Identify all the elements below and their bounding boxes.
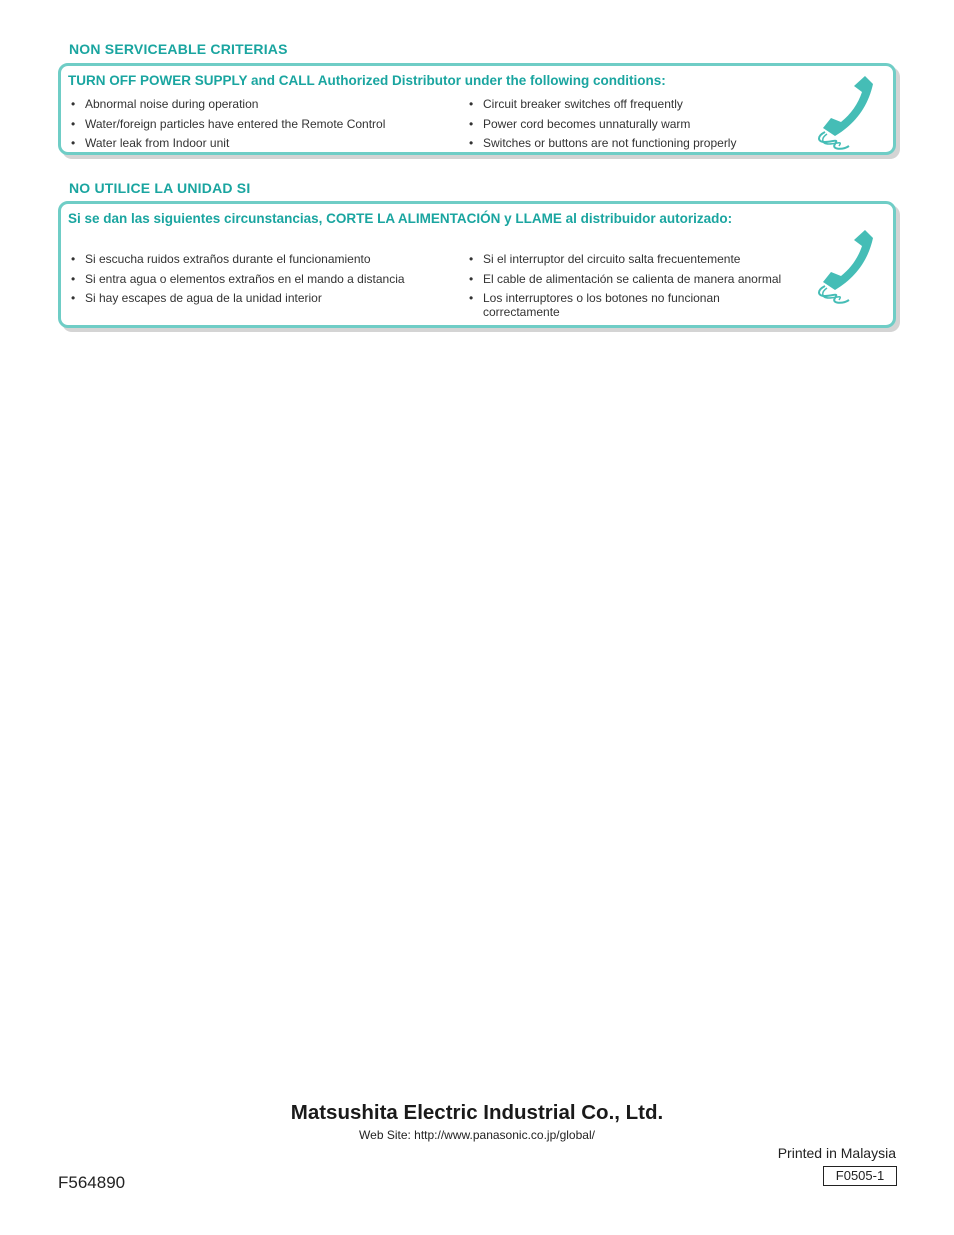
bullet: • bbox=[469, 291, 474, 306]
printed-in-text: Printed in Malaysia bbox=[777, 1145, 896, 1161]
bullet: • bbox=[469, 136, 474, 151]
section-title-english: NON SERVICEABLE CRITERIAS bbox=[69, 41, 288, 57]
list-item: • Switches or buttons are not functioning properly bbox=[469, 136, 737, 151]
condition-list-right bbox=[463, 252, 803, 325]
bullet: • bbox=[71, 116, 76, 131]
bullet: • bbox=[71, 271, 76, 286]
bullet: • bbox=[71, 97, 76, 111]
list-item: • Water leak from Indoor unit bbox=[71, 136, 230, 151]
list-item: • El cable de alimentación se calienta de manera anormal bbox=[469, 271, 782, 286]
document-number: F564890 bbox=[58, 1173, 126, 1192]
list-item: • Si el interruptor del circuito salta frecuentemente bbox=[469, 252, 741, 266]
box-title-spanish: Si se dan las siguientes circunstancias, CORTE LA ALIMENTACIÓN y LLAME al distribuidor autorizado: bbox=[68, 211, 733, 226]
warning-box-english bbox=[58, 63, 896, 155]
bullet: • bbox=[469, 271, 474, 286]
print-code: F0505-1 bbox=[823, 1166, 897, 1186]
bullet: • bbox=[469, 116, 474, 131]
condition-list-left bbox=[65, 252, 455, 311]
website-text: Web Site: http://www.panasonic.co.jp/global/ bbox=[359, 1128, 595, 1142]
list-item: • Power cord becomes unnaturally warm bbox=[469, 116, 691, 131]
box-title-english: TURN OFF POWER SUPPLY and CALL Authorized Distributor under the following conditions: bbox=[68, 73, 666, 88]
telephone-handset-icon bbox=[813, 226, 875, 306]
warning-box-spanish bbox=[58, 201, 896, 328]
section-title-spanish: NO UTILICE LA UNIDAD SI bbox=[69, 180, 251, 196]
bullet: • bbox=[71, 136, 76, 151]
bullet: • bbox=[469, 97, 474, 111]
condition-list-left bbox=[65, 97, 455, 156]
list-item: • Circuit breaker switches off frequently bbox=[469, 97, 683, 111]
list-item: • Los interruptores o los botones no funcionan correctamente bbox=[469, 291, 720, 320]
bullet: • bbox=[71, 291, 76, 306]
company-name: Matsushita Electric Industrial Co., Ltd. bbox=[290, 1101, 664, 1124]
list-item: • Si entra agua o elementos extraños en el mando a distancia bbox=[71, 271, 405, 286]
list-item: • Si escucha ruidos extraños durante el funcionamiento bbox=[71, 252, 371, 266]
condition-list-right bbox=[463, 97, 803, 156]
telephone-handset-icon bbox=[813, 72, 875, 152]
bullet: • bbox=[71, 252, 76, 266]
list-item: • Si hay escapes de agua de la unidad interior bbox=[71, 291, 322, 306]
bullet: • bbox=[469, 252, 474, 266]
list-item: • Water/foreign particles have entered the Remote Control bbox=[71, 116, 386, 131]
list-item: • Abnormal noise during operation bbox=[71, 97, 259, 111]
